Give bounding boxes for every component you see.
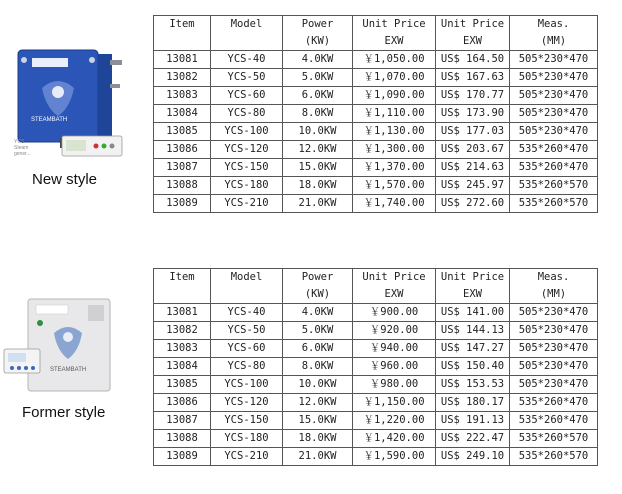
cell-unit-price-usd: US$ 214.63 (436, 159, 510, 177)
cell-meas: 535*260*570 (510, 195, 598, 213)
cell-unit-price-usd: US$ 167.63 (436, 69, 510, 87)
table-row (154, 141, 598, 159)
cell-unit-price-usd: US$ 272.60 (436, 195, 510, 213)
table-header-row (154, 269, 598, 287)
cell-unit-price-rmb: ￥1,050.00 (353, 51, 436, 69)
cell-meas: 535*260*570 (510, 177, 598, 195)
table-row (154, 123, 598, 141)
subheader-rmb-term: EXW (353, 286, 436, 304)
cell-unit-price-rmb: ￥1,590.00 (353, 448, 436, 466)
subheader-model (211, 33, 283, 51)
table-row (154, 105, 598, 123)
cell-power: 18.0KW (283, 177, 353, 195)
cell-meas: 535*260*470 (510, 141, 598, 159)
table-subheader-row (154, 286, 598, 304)
cell-unit-price-usd: US$ 153.53 (436, 376, 510, 394)
cell-model: YCS-180 (211, 177, 283, 195)
table-row (154, 358, 598, 376)
header-model: Model (211, 269, 283, 287)
cell-meas: 505*230*470 (510, 358, 598, 376)
cell-power: 21.0KW (283, 195, 353, 213)
former-style-label: Former style (22, 404, 106, 421)
cell-unit-price-usd: US$ 170.77 (436, 87, 510, 105)
cell-meas: 505*230*470 (510, 105, 598, 123)
cell-unit-price-rmb: ￥1,370.00 (353, 159, 436, 177)
cell-power: 8.0KW (283, 358, 353, 376)
cell-power: 6.0KW (283, 340, 353, 358)
subheader-meas-unit: (MM) (510, 286, 598, 304)
header-meas: Meas. (510, 16, 598, 34)
new-image-caption: YCS Steam gener... (14, 139, 31, 157)
cell-power: 10.0KW (283, 123, 353, 141)
table-row (154, 412, 598, 430)
cell-power: 21.0KW (283, 448, 353, 466)
cell-model: YCS-40 (211, 51, 283, 69)
header-power: Power (283, 269, 353, 287)
cell-item: 13085 (154, 376, 211, 394)
subheader-power-unit: (KW) (283, 33, 353, 51)
cell-unit-price-rmb: ￥920.00 (353, 322, 436, 340)
cell-unit-price-rmb: ￥1,420.00 (353, 430, 436, 448)
table-row (154, 448, 598, 466)
new-style-price-table (153, 15, 598, 213)
subheader-item (154, 33, 211, 51)
cell-model: YCS-180 (211, 430, 283, 448)
cell-item: 13089 (154, 195, 211, 213)
cell-item: 13082 (154, 69, 211, 87)
cell-meas: 535*260*470 (510, 159, 598, 177)
header-meas: Meas. (510, 269, 598, 287)
cell-unit-price-usd: US$ 191.13 (436, 412, 510, 430)
cell-model: YCS-100 (211, 123, 283, 141)
cell-item: 13089 (154, 448, 211, 466)
cell-unit-price-usd: US$ 144.13 (436, 322, 510, 340)
cell-item: 13086 (154, 394, 211, 412)
cell-unit-price-rmb: ￥980.00 (353, 376, 436, 394)
subheader-rmb-term: EXW (353, 33, 436, 51)
table-row (154, 177, 598, 195)
new-brand-text: STEAMBATH (31, 117, 68, 123)
cell-meas: 535*260*570 (510, 448, 598, 466)
cell-item: 13083 (154, 87, 211, 105)
table-header-row (154, 16, 598, 34)
cell-item: 13081 (154, 51, 211, 69)
cell-unit-price-usd: US$ 147.27 (436, 340, 510, 358)
table-row (154, 340, 598, 358)
cell-model: YCS-50 (211, 69, 283, 87)
cell-model: YCS-50 (211, 322, 283, 340)
header-unit-price-usd: Unit Price (436, 269, 510, 287)
cell-unit-price-rmb: ￥1,150.00 (353, 394, 436, 412)
cell-model: YCS-150 (211, 412, 283, 430)
cell-meas: 505*230*470 (510, 123, 598, 141)
cell-model: YCS-80 (211, 105, 283, 123)
cell-unit-price-rmb: ￥1,220.00 (353, 412, 436, 430)
cell-unit-price-rmb: ￥1,130.00 (353, 123, 436, 141)
new-style-table-body (154, 51, 598, 213)
cell-item: 13086 (154, 141, 211, 159)
cell-model: YCS-120 (211, 141, 283, 159)
cell-meas: 505*230*470 (510, 69, 598, 87)
table-row (154, 159, 598, 177)
new-style-label: New style (32, 171, 98, 188)
table-row (154, 322, 598, 340)
subheader-usd-term: EXW (436, 286, 510, 304)
cell-model: YCS-210 (211, 195, 283, 213)
cell-model: YCS-40 (211, 304, 283, 322)
cell-unit-price-usd: US$ 180.17 (436, 394, 510, 412)
cell-power: 5.0KW (283, 322, 353, 340)
cell-power: 6.0KW (283, 87, 353, 105)
cell-item: 13085 (154, 123, 211, 141)
cell-unit-price-usd: US$ 173.90 (436, 105, 510, 123)
cell-item: 13088 (154, 177, 211, 195)
header-model: Model (211, 16, 283, 34)
subheader-power-unit: (KW) (283, 286, 353, 304)
former-style-price-table (153, 268, 598, 466)
cell-unit-price-usd: US$ 164.50 (436, 51, 510, 69)
header-unit-price-usd: Unit Price (436, 16, 510, 34)
cell-meas: 505*230*470 (510, 322, 598, 340)
cell-meas: 505*230*470 (510, 376, 598, 394)
cell-power: 4.0KW (283, 51, 353, 69)
cell-model: YCS-150 (211, 159, 283, 177)
cell-model: YCS-100 (211, 376, 283, 394)
cell-meas: 505*230*470 (510, 340, 598, 358)
cell-power: 15.0KW (283, 159, 353, 177)
cell-meas: 505*230*470 (510, 51, 598, 69)
cell-unit-price-rmb: ￥1,090.00 (353, 87, 436, 105)
cell-model: YCS-120 (211, 394, 283, 412)
cell-unit-price-rmb: ￥1,570.00 (353, 177, 436, 195)
cell-unit-price-usd: US$ 249.10 (436, 448, 510, 466)
cell-power: 18.0KW (283, 430, 353, 448)
cell-meas: 505*230*470 (510, 304, 598, 322)
cell-unit-price-rmb: ￥1,740.00 (353, 195, 436, 213)
cell-unit-price-rmb: ￥940.00 (353, 340, 436, 358)
table-row (154, 195, 598, 213)
header-unit-price-rmb: Unit Price (353, 269, 436, 287)
cell-item: 13082 (154, 322, 211, 340)
table-row (154, 87, 598, 105)
cell-power: 12.0KW (283, 141, 353, 159)
subheader-item (154, 286, 211, 304)
cell-meas: 535*260*470 (510, 412, 598, 430)
cell-unit-price-rmb: ￥1,300.00 (353, 141, 436, 159)
subheader-model (211, 286, 283, 304)
table-row (154, 394, 598, 412)
cell-unit-price-usd: US$ 245.97 (436, 177, 510, 195)
former-steam-generator-image (2, 293, 120, 397)
cell-unit-price-usd: US$ 177.03 (436, 123, 510, 141)
cell-power: 8.0KW (283, 105, 353, 123)
cell-item: 13081 (154, 304, 211, 322)
cell-power: 10.0KW (283, 376, 353, 394)
cell-power: 4.0KW (283, 304, 353, 322)
former-brand-text: STEAMBATH (50, 367, 87, 373)
cell-meas: 535*260*470 (510, 394, 598, 412)
cell-meas: 535*260*570 (510, 430, 598, 448)
cell-item: 13087 (154, 159, 211, 177)
cell-item: 13084 (154, 105, 211, 123)
subheader-usd-term: EXW (436, 33, 510, 51)
cell-unit-price-usd: US$ 141.00 (436, 304, 510, 322)
table-row (154, 69, 598, 87)
former-style-table-body (154, 304, 598, 466)
table-row (154, 430, 598, 448)
header-unit-price-rmb: Unit Price (353, 16, 436, 34)
cell-unit-price-rmb: ￥1,110.00 (353, 105, 436, 123)
cell-meas: 505*230*470 (510, 87, 598, 105)
cell-unit-price-usd: US$ 150.40 (436, 358, 510, 376)
cell-item: 13083 (154, 340, 211, 358)
cell-power: 15.0KW (283, 412, 353, 430)
header-item: Item (154, 16, 211, 34)
table-row (154, 376, 598, 394)
cell-power: 12.0KW (283, 394, 353, 412)
cell-model: YCS-210 (211, 448, 283, 466)
table-subheader-row (154, 33, 598, 51)
cell-power: 5.0KW (283, 69, 353, 87)
cell-model: YCS-60 (211, 87, 283, 105)
cell-item: 13088 (154, 430, 211, 448)
cell-item: 13084 (154, 358, 211, 376)
table-row (154, 51, 598, 69)
header-item: Item (154, 269, 211, 287)
table-row (154, 304, 598, 322)
cell-unit-price-usd: US$ 222.47 (436, 430, 510, 448)
cell-model: YCS-60 (211, 340, 283, 358)
header-power: Power (283, 16, 353, 34)
cell-unit-price-rmb: ￥900.00 (353, 304, 436, 322)
cell-unit-price-rmb: ￥1,070.00 (353, 69, 436, 87)
subheader-meas-unit: (MM) (510, 33, 598, 51)
cell-model: YCS-80 (211, 358, 283, 376)
cell-unit-price-rmb: ￥960.00 (353, 358, 436, 376)
cell-unit-price-usd: US$ 203.67 (436, 141, 510, 159)
cell-item: 13087 (154, 412, 211, 430)
